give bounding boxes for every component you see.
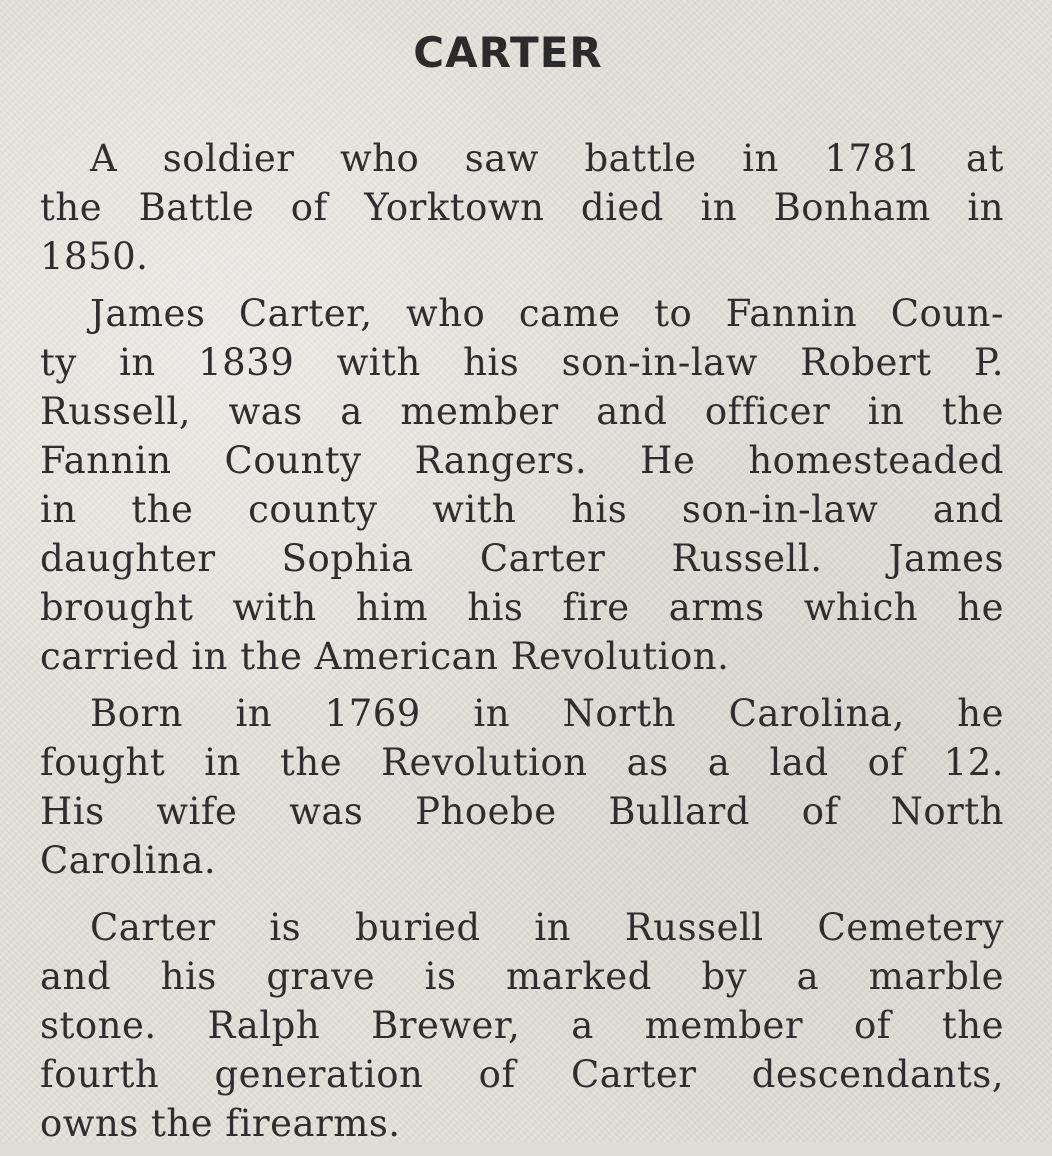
text-line: fourth generation of Carter descendants, (40, 1053, 1004, 1096)
text-line: and his grave is marked by a marble (40, 955, 1004, 998)
article-body (40, 134, 1004, 1156)
text-line: fought in the Revolution as a lad of 12. (40, 741, 1004, 784)
text-line: stone. Ralph Brewer, a member of the (40, 1004, 1004, 1047)
text-line: the Battle of Yorktown died in Bonham in (40, 186, 1004, 229)
text-line: Fannin County Rangers. He homesteaded (40, 439, 1004, 482)
paragraph-2 (40, 289, 1004, 681)
text-line: James Carter, who came to Fannin Coun- (90, 292, 1004, 335)
text-line: owns the firearms. (40, 1102, 401, 1145)
text-line: brought with him his fire arms which he (40, 586, 1004, 629)
text-line: ty in 1839 with his son-in-law Robert P. (40, 341, 1004, 384)
paragraph-4 (40, 903, 1004, 1148)
article-title: CARTER (413, 28, 603, 77)
text-line: Russell, was a member and officer in the (40, 390, 1004, 433)
text-line: His wife was Phoebe Bullard of North (40, 790, 1004, 833)
paragraph-3 (40, 689, 1004, 885)
text-line: 1850. (40, 235, 149, 278)
text-line: daughter Sophia Carter Russell. James (40, 537, 1004, 580)
text-line: carried in the American Revolution. (40, 635, 730, 678)
paragraph-1 (40, 134, 1004, 281)
text-line: Born in 1769 in North Carolina, he (90, 692, 1004, 735)
text-line: A soldier who saw battle in 1781 at (90, 137, 1004, 180)
text-line: in the county with his son-in-law and (40, 488, 1004, 531)
text-line: Carter is buried in Russell Cemetery (90, 906, 1004, 949)
text-line: Carolina. (40, 839, 217, 882)
